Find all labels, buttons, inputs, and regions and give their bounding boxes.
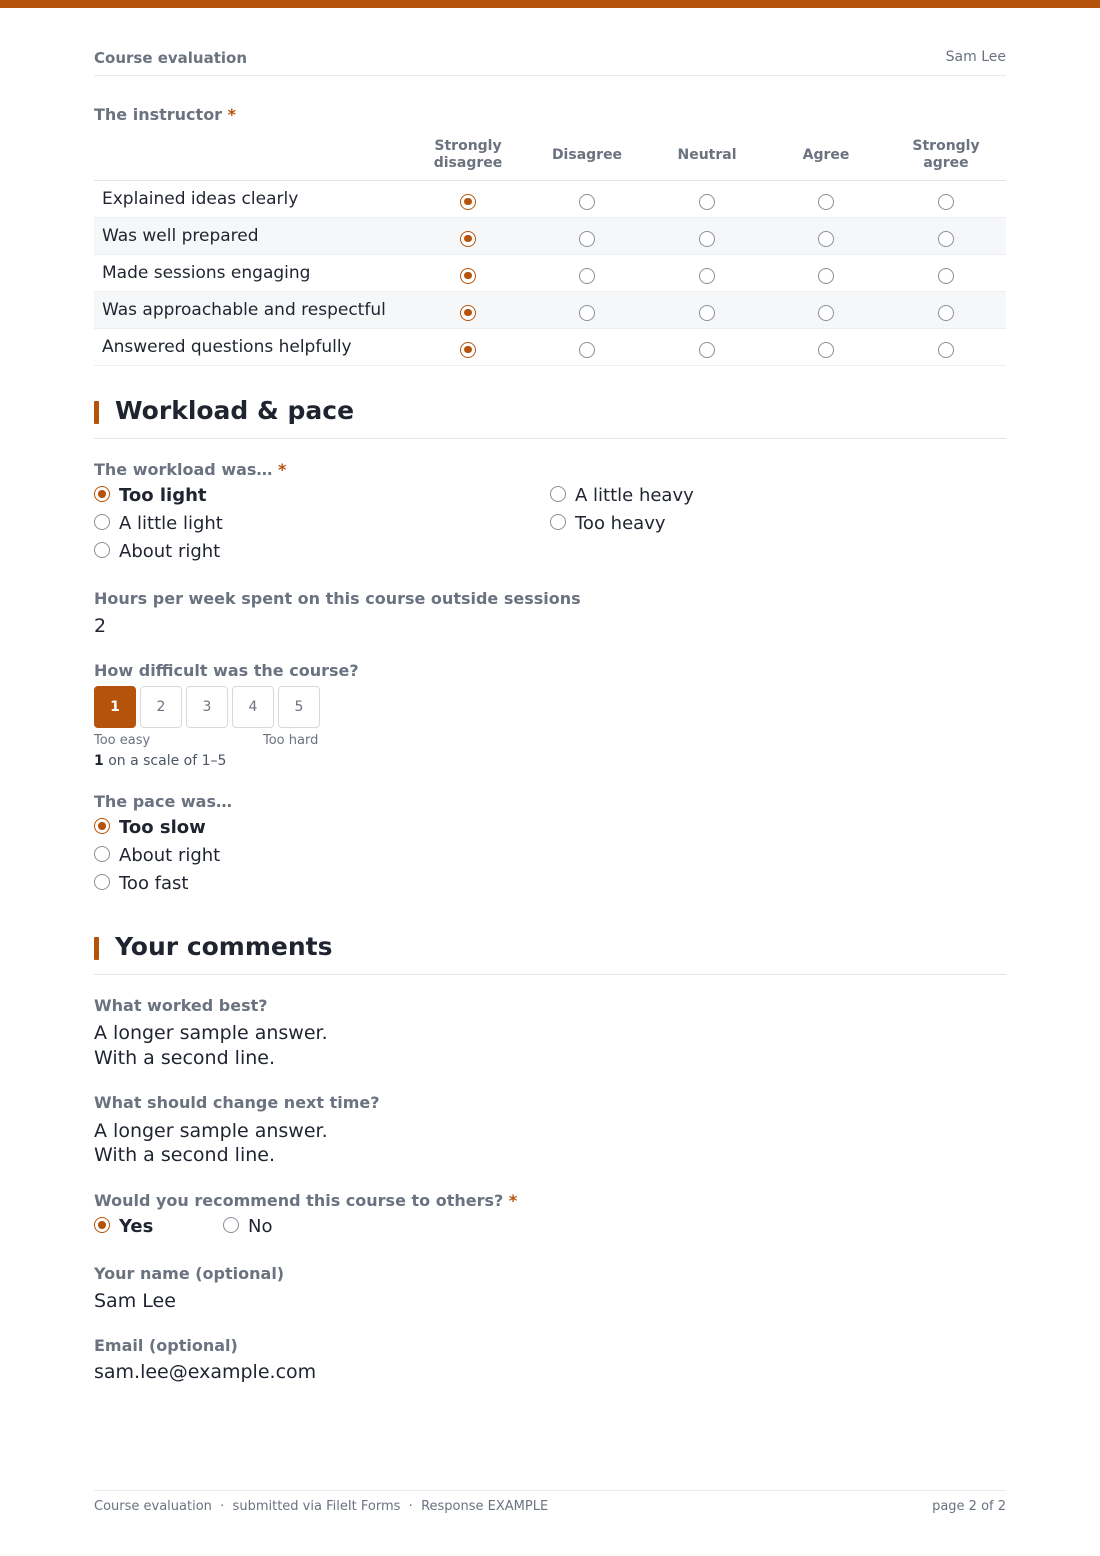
radio-icon[interactable] — [579, 305, 595, 321]
recommend-option-no[interactable] — [223, 1216, 272, 1237]
option-label: Too slow — [119, 817, 206, 838]
required-mark: * — [227, 105, 237, 124]
difficulty-summary — [94, 753, 226, 769]
radio-icon[interactable] — [699, 194, 715, 210]
column-label-line: Strongly — [434, 138, 502, 154]
workload-option-about-right[interactable] — [94, 541, 220, 562]
option-label: Too heavy — [575, 513, 666, 534]
matrix-row-label: Was well prepared — [102, 226, 259, 246]
radio-icon[interactable] — [938, 342, 954, 358]
form-title: Course evaluation — [94, 49, 248, 67]
matrix-cell-agree[interactable] — [818, 191, 834, 210]
matrix-cell-strongly-agree[interactable] — [938, 265, 954, 284]
radio-icon[interactable] — [818, 268, 834, 284]
radio-icon[interactable] — [699, 342, 715, 358]
radio-icon[interactable] — [938, 268, 954, 284]
difficulty-summary-value: 1 — [94, 753, 104, 769]
question-change-next-label: What should change next time? — [94, 1093, 380, 1112]
matrix-column-strongly-disagree — [418, 138, 518, 172]
footer-info: Course evaluation · submitted via FileIt Forms · Response EXAMPLE — [94, 1499, 549, 1514]
radio-icon[interactable] — [94, 514, 110, 530]
radio-selected-icon[interactable] — [460, 231, 476, 247]
matrix-header — [94, 134, 1006, 181]
pace-option-too-slow[interactable] — [94, 817, 206, 838]
option-label: Too light — [119, 485, 207, 506]
radio-icon[interactable] — [818, 342, 834, 358]
matrix-cell-strongly-agree[interactable] — [938, 302, 954, 321]
matrix-row — [94, 255, 1006, 292]
option-label: No — [248, 1216, 273, 1237]
radio-icon[interactable] — [579, 342, 595, 358]
difficulty-summary-text: on a scale of 1–5 — [103, 753, 227, 769]
matrix-row-label: Answered questions helpfully — [102, 337, 352, 357]
matrix-row — [94, 329, 1006, 366]
section-accent-bar — [94, 401, 99, 424]
matrix-cell-neutral[interactable] — [699, 339, 715, 358]
radio-icon[interactable] — [818, 231, 834, 247]
worked-best-answer-line-1: A longer sample answer. — [94, 1022, 328, 1044]
matrix-cell-agree[interactable] — [818, 302, 834, 321]
matrix-column-neutral — [657, 147, 757, 164]
question-instructor-label — [94, 105, 236, 124]
matrix-cell-neutral[interactable] — [699, 191, 715, 210]
radio-selected-icon[interactable] — [94, 486, 110, 502]
radio-icon[interactable] — [550, 514, 566, 530]
name-answer: Sam Lee — [94, 1290, 176, 1312]
column-label-line: disagree — [433, 155, 503, 171]
difficulty-option-3[interactable]: 3 — [186, 686, 228, 728]
matrix-cell-strongly-disagree[interactable] — [460, 302, 476, 321]
question-text: Would you recommend this course to others? — [94, 1191, 504, 1210]
difficulty-option-2[interactable]: 2 — [140, 686, 182, 728]
matrix-body — [94, 181, 1006, 366]
radio-icon[interactable] — [223, 1217, 239, 1233]
matrix-column-agree — [776, 147, 876, 164]
matrix-cell-disagree[interactable] — [579, 228, 595, 247]
option-label: A little heavy — [575, 485, 694, 506]
change-next-answer-line-1: A longer sample answer. — [94, 1120, 328, 1142]
section-workload — [94, 397, 1006, 439]
radio-selected-icon[interactable] — [460, 268, 476, 284]
radio-selected-icon[interactable] — [94, 1217, 110, 1233]
matrix-cell-strongly-disagree[interactable] — [460, 265, 476, 284]
email-answer: sam.lee@example.com — [94, 1361, 317, 1383]
workload-option-a-little-heavy[interactable] — [550, 485, 694, 506]
matrix-cell-strongly-disagree[interactable] — [460, 228, 476, 247]
workload-option-too-light[interactable] — [94, 485, 207, 506]
section-accent-bar — [94, 937, 99, 960]
scale-high-label: Too hard — [263, 733, 319, 748]
pace-option-too-fast[interactable] — [94, 873, 189, 894]
radio-selected-icon[interactable] — [460, 342, 476, 358]
section-title: Your comments — [115, 932, 333, 961]
column-label-line: Agree — [802, 147, 850, 163]
question-workload-label — [94, 460, 286, 479]
column-label-line: agree — [923, 155, 969, 171]
change-next-answer-line-2: With a second line. — [94, 1144, 275, 1166]
question-difficulty-label: How difficult was the course? — [94, 661, 359, 680]
page-header — [94, 48, 1006, 76]
matrix-cell-strongly-disagree[interactable] — [460, 191, 476, 210]
section-comments — [94, 933, 1006, 975]
matrix-cell-neutral[interactable] — [699, 302, 715, 321]
option-label: About right — [119, 541, 221, 562]
question-text: The instructor — [94, 105, 223, 124]
hours-answer: 2 — [94, 615, 107, 637]
radio-icon[interactable] — [818, 305, 834, 321]
question-pace-label: The pace was… — [94, 792, 232, 811]
radio-selected-icon[interactable] — [94, 818, 110, 834]
question-email-label: Email (optional) — [94, 1336, 238, 1355]
required-mark: * — [278, 460, 287, 479]
difficulty-option-5[interactable]: 5 — [278, 686, 320, 728]
matrix-cell-strongly-disagree[interactable] — [460, 339, 476, 358]
matrix-row — [94, 181, 1006, 218]
radio-icon[interactable] — [938, 231, 954, 247]
matrix-row — [94, 292, 1006, 329]
user-name: Sam Lee — [945, 49, 1006, 65]
radio-icon[interactable] — [699, 268, 715, 284]
accent-top-bar — [0, 0, 1100, 8]
difficulty-option-4[interactable]: 4 — [232, 686, 274, 728]
workload-option-a-little-light[interactable] — [94, 513, 223, 534]
radio-icon[interactable] — [550, 486, 566, 502]
section-title: Workload & pace — [115, 396, 355, 425]
recommend-option-yes[interactable] — [94, 1216, 153, 1237]
page-number: page 2 of 2 — [932, 1499, 1006, 1514]
matrix-cell-disagree[interactable] — [579, 339, 595, 358]
matrix-cell-strongly-agree[interactable] — [938, 191, 954, 210]
question-recommend-label — [94, 1191, 517, 1210]
difficulty-option-1[interactable]: 1 — [94, 686, 136, 728]
question-worked-best-label: What worked best? — [94, 996, 268, 1015]
workload-option-too-heavy[interactable] — [550, 513, 666, 534]
matrix-column-strongly-agree — [896, 138, 996, 172]
required-mark: * — [508, 1191, 518, 1210]
matrix-row — [94, 218, 1006, 255]
radio-icon[interactable] — [699, 231, 715, 247]
matrix-cell-disagree[interactable] — [579, 265, 595, 284]
matrix-row-label: Made sessions engaging — [102, 263, 311, 283]
question-text: The workload was… — [94, 460, 273, 479]
column-label-line: Strongly — [912, 138, 980, 154]
radio-icon[interactable] — [94, 846, 110, 862]
radio-icon[interactable] — [938, 305, 954, 321]
option-label: Yes — [119, 1216, 154, 1237]
matrix-row-label: Explained ideas clearly — [102, 189, 299, 209]
matrix-cell-disagree[interactable] — [579, 302, 595, 321]
matrix-cell-neutral[interactable] — [699, 265, 715, 284]
scale-low-label: Too easy — [94, 733, 151, 748]
option-label: Too fast — [119, 873, 189, 894]
matrix-cell-disagree[interactable] — [579, 191, 595, 210]
matrix-cell-strongly-agree[interactable] — [938, 228, 954, 247]
matrix-cell-agree[interactable] — [818, 339, 834, 358]
radio-icon[interactable] — [94, 542, 110, 558]
question-name-label: Your name (optional) — [94, 1264, 285, 1283]
column-label-line: Disagree — [551, 147, 623, 163]
instructor-matrix — [94, 134, 1006, 366]
matrix-cell-neutral[interactable] — [699, 228, 715, 247]
matrix-row-label: Was approachable and respectful — [102, 300, 386, 320]
radio-icon[interactable] — [818, 194, 834, 210]
question-hours-label: Hours per week spent on this course outside sessions — [94, 589, 581, 608]
option-label: About right — [119, 845, 221, 866]
matrix-cell-strongly-agree[interactable] — [938, 339, 954, 358]
matrix-cell-agree[interactable] — [818, 265, 834, 284]
column-label-line: Neutral — [677, 147, 737, 163]
radio-icon[interactable] — [699, 305, 715, 321]
page-footer — [94, 1490, 1006, 1520]
radio-icon[interactable] — [94, 874, 110, 890]
worked-best-answer-line-2: With a second line. — [94, 1047, 275, 1069]
matrix-column-disagree — [537, 147, 637, 164]
radio-icon[interactable] — [579, 231, 595, 247]
radio-icon[interactable] — [579, 268, 595, 284]
option-label: A little light — [119, 513, 223, 534]
radio-icon[interactable] — [579, 194, 595, 210]
pace-option-about-right[interactable] — [94, 845, 220, 866]
matrix-cell-agree[interactable] — [818, 228, 834, 247]
radio-selected-icon[interactable] — [460, 194, 476, 210]
radio-icon[interactable] — [938, 194, 954, 210]
radio-selected-icon[interactable] — [460, 305, 476, 321]
